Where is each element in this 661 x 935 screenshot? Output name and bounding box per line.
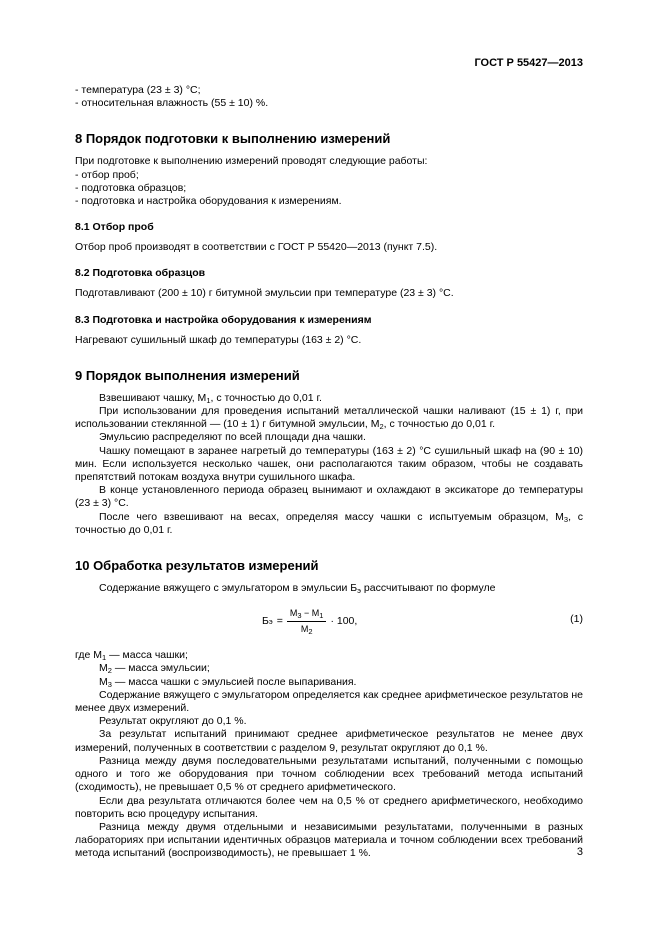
section-8-3-heading: 8.3 Подготовка и настройка оборудования к измерениям xyxy=(75,313,372,326)
section-9-paragraph: Эмульсию распределяют по всей площади дна чашки. xyxy=(99,431,366,444)
document-code: ГОСТ Р 55427—2013 xyxy=(474,57,583,69)
section-8-2-heading: 8.2 Подготовка образцов xyxy=(75,267,206,280)
section-10-heading: 10 Обработка результатов измерений xyxy=(75,558,319,574)
section-9-paragraph: В конце установленного периода образец вынимают и охлаждают в эксикаторе до температуры (23 ± 3) °С. xyxy=(75,484,583,510)
section-10-paragraph: Результат округляют до 0,1 %. xyxy=(99,715,247,728)
section-10-paragraph: Если два результата отличаются более чем на 0,5 % от среднего арифметического, необходимо повторить всю процедуру испытания. xyxy=(75,794,583,820)
list-item: - отбор проб; xyxy=(75,168,139,181)
condition-humidity: - относительная влажность (55 ± 10) %. xyxy=(75,97,269,110)
section-8-intro: При подготовке к выполнению измерений проводят следующие работы: xyxy=(75,155,428,168)
section-9-paragraph: Чашку помещают в заранее нагретый до температуры (163 ± 2) °С сушильный шкаф на (90 ± 10) мин. Если используется несколько чашек, они располагаются таким образом, чтобы не создавать препятствий потокам воздуха внутри сушильного шкафа. xyxy=(75,444,583,484)
where-item: где $М_1$ — масса чашки; xyxy=(75,649,188,663)
section-9-paragraph: После чего взвешивают на весах, определяя массу чашки с испытуемым образцом, $М_3$, с точностью до 0,01 г. xyxy=(75,510,584,536)
formula-fraction: $\frac{М_3 - М_1}{М_2}$ xyxy=(287,607,327,636)
section-9-heading: 9 Порядок выполнения измерений xyxy=(75,367,300,383)
where-item: $М_2$ — масса эмульсии; xyxy=(99,662,210,676)
list-item: - подготовка образцов; xyxy=(75,181,187,194)
formula-block xyxy=(75,601,583,645)
condition-temperature: - температура (23 ± 3) °С; xyxy=(75,84,201,96)
section-8-2-text: Подготавливают (200 ± 10) г битумной эмульсии при температуре (23 ± 3) °С. xyxy=(75,287,454,300)
section-10-paragraph: Содержание вяжущего с эмульгатором определяется как среднее арифметическое результатов не менее двух измерений. xyxy=(75,688,583,715)
section-9-paragraph: Взвешивают чашку, $М_1$, с точностью до 0,01 г. xyxy=(99,391,322,405)
list-item: - подготовка и настройка оборудования к измерениям. xyxy=(75,195,342,208)
equation-number: (1) xyxy=(570,613,583,626)
section-8-heading: 8 Порядок подготовки к выполнению измерений xyxy=(75,131,391,147)
section-10-intro: Содержание вяжущего с эмульгатором в эмульсии $Б_э$ рассчитывают по формуле xyxy=(99,582,496,596)
formula: Б э = $\frac{М_3 - М_1}{М_2}$ · 100, xyxy=(262,608,358,637)
page-content xyxy=(75,84,583,861)
where-item: $М_3$ — масса чашки с эмульсией после выпаривания. xyxy=(99,675,357,689)
section-9-paragraph: При использовании для проведения испытаний металлической чашки наливают (15 ± 1) г, при использовании стеклянной — (10 ± 1) г битумной эмульсии, $М_2$, с точностью до 0,01 г. xyxy=(75,405,583,432)
section-10-paragraph: Разница между двумя отдельными и независимыми результатами, полученными в разных лабораториях при испытании идентичных образцов материала и точном соблюдении всех требований метода испытаний (воспроизводимость), не превышает 1 %. xyxy=(75,820,583,860)
section-8-1-text: Отбор проб производят в соответствии с ГОСТ Р 55420—2013 (пункт 7.5). xyxy=(75,241,438,254)
section-10-paragraph: Разница между двумя последовательными результатами испытаний, полученными с помощью одного и того же оборудования при точном соблюдении всех требований метода испытаний (сходимость), не превышает 0,5 % от среднего арифметического. xyxy=(75,754,583,794)
section-10-paragraph: За результат испытаний принимают среднее арифметическое результатов не менее двух измерений, полученных в соответствии с разделом 9, результат округляют до 0,1 %. xyxy=(75,728,583,754)
section-8-3-text: Нагревают сушильный шкаф до температуры (163 ± 2) °С. xyxy=(75,333,362,346)
page-number: 3 xyxy=(576,846,583,858)
section-8-1-heading: 8.1 Отбор проб xyxy=(75,221,154,234)
